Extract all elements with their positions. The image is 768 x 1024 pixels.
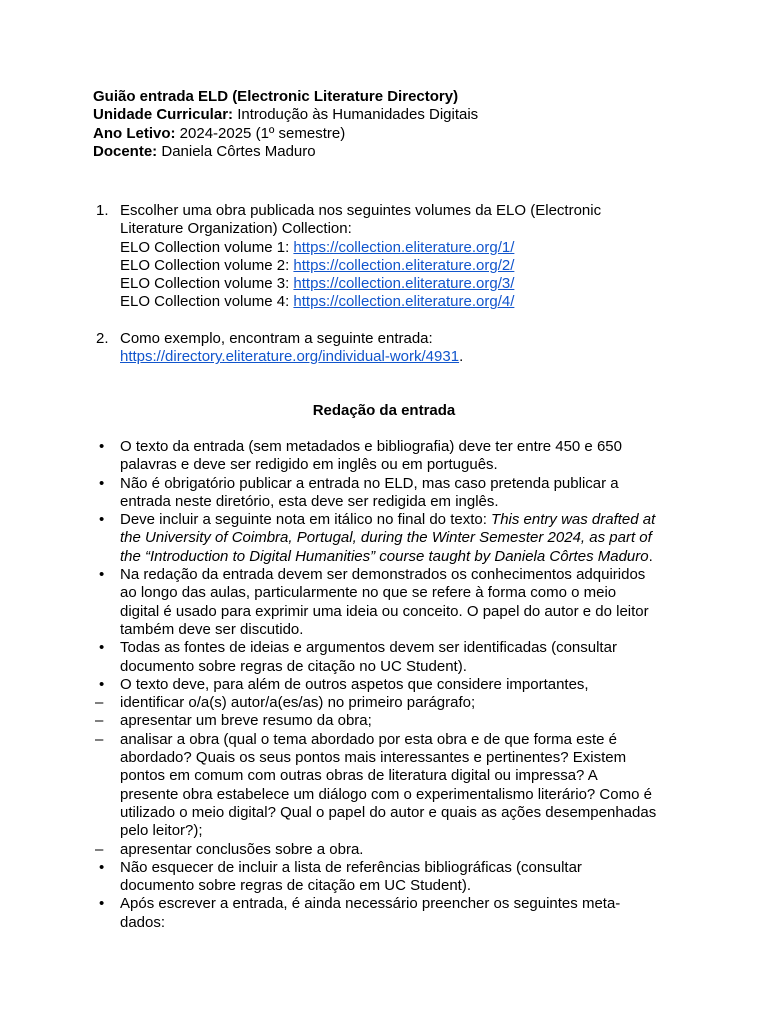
bullet-marker: •: [99, 858, 105, 876]
year-value: 2024-2025 (1º semestre): [175, 124, 346, 142]
item-text: abordado? Quais os seus pontos mais interessantes e pertinentes? Existem: [120, 749, 627, 767]
item-text: analisar a obra (qual o tema abordado por esta obra e de que forma este é: [120, 730, 617, 748]
volume-line: [120, 257, 693, 275]
list-item: [93, 330, 693, 367]
item-text: apresentar um breve resumo da obra;: [120, 712, 372, 730]
item-text: [120, 511, 683, 529]
volume-line: [120, 293, 693, 311]
volume-link[interactable]: https://collection.eliterature.org/2/: [293, 256, 515, 274]
item-text: presente obra estabelece um diálogo com o experimentalismo literário? Como é: [120, 785, 652, 803]
item-text: O texto deve, para além de outros aspetos que considere importantes,: [120, 675, 589, 693]
list-number: 2.: [96, 329, 109, 347]
volume-label: ELO Collection volume 2:: [120, 256, 294, 274]
step-text: Literature Organization) Collection:: [120, 220, 352, 238]
list-item: [93, 511, 683, 566]
dash-marker: –: [95, 712, 104, 730]
punctuation: .: [648, 547, 653, 565]
item-text: apresentar conclusões sobre a obra.: [120, 840, 364, 858]
teacher-line: [93, 143, 693, 161]
punctuation: .: [459, 348, 464, 366]
bullet-marker: •: [99, 511, 105, 529]
item-text: Não é obrigatório publicar a entrada no ELD, mas caso pretenda publicar a: [120, 474, 619, 492]
italic-note: This entry was drafted at: [491, 511, 656, 529]
list-item: [93, 475, 683, 512]
item-text: Não esquecer de incluir a lista de referências bibliográficas (consultar: [120, 858, 582, 876]
bullet-marker: •: [99, 474, 105, 492]
dash-marker: –: [95, 730, 104, 748]
list-item: [93, 566, 683, 639]
item-text: [120, 548, 683, 566]
volume-link[interactable]: https://collection.eliterature.org/3/: [293, 275, 515, 293]
bullet-marker: •: [99, 895, 105, 913]
numbered-list: [93, 202, 693, 366]
document-header: [93, 88, 693, 161]
bullet-marker: •: [99, 566, 105, 584]
list-item: [93, 202, 693, 312]
item-text: documento sobre regras de citação no UC Student).: [120, 657, 467, 675]
item-text: dados:: [120, 913, 166, 931]
item-text: identificar o/a(s) autor/a(es/as) no primeiro parágrafo;: [120, 694, 476, 712]
item-text: Todas as fontes de ideias e argumentos devem ser identificadas (consultar: [120, 639, 617, 657]
volume-line: [120, 275, 693, 293]
document-title: Guião entrada ELD (Electronic Literature Directory): [93, 88, 459, 105]
sub-item: [93, 694, 683, 712]
step-text: Escolher uma obra publicada nos seguintes volumes da ELO (Electronic: [120, 202, 602, 219]
volume-label: ELO Collection volume 1:: [120, 238, 294, 256]
sub-item: [93, 841, 683, 859]
list-item: [93, 438, 683, 475]
list-item: [93, 859, 683, 896]
bullet-marker: •: [99, 639, 105, 657]
bullet-marker: •: [99, 675, 105, 693]
item-text: ao longo das aulas, particularmente no que se refere à forma como o meio: [120, 584, 617, 602]
sub-item: [93, 712, 683, 730]
bullet-marker: •: [99, 438, 105, 455]
step-text: Como exemplo, encontram a seguinte entrada:: [120, 329, 433, 347]
italic-note: the University of Coimbra, Portugal, during the Winter Semester 2024, as part of: [120, 529, 652, 547]
list-number: 1.: [96, 202, 109, 219]
item-text: palavras e deve ser redigido em inglês ou em português.: [120, 456, 498, 474]
item-text: pelo leitor?);: [120, 822, 203, 840]
volume-line: [120, 239, 693, 257]
year-label: Ano Letivo:: [93, 124, 176, 142]
italic-note: the “Introduction to Digital Humanities” course taught by Daniela Côrtes Maduro: [120, 547, 649, 565]
dash-marker: –: [95, 840, 104, 858]
plain-text: Deve incluir a seguinte nota em itálico no final do texto:: [120, 511, 492, 529]
teacher-label: Docente:: [93, 142, 158, 160]
example-line: [120, 348, 693, 366]
unit-value: Introdução às Humanidades Digitais: [233, 106, 479, 124]
volume-label: ELO Collection volume 3:: [120, 275, 294, 293]
unit-line: [93, 106, 693, 124]
dash-marker: –: [95, 694, 104, 712]
item-text: entrada neste diretório, esta deve ser redigida em inglês.: [120, 492, 499, 510]
teacher-value: Daniela Côrtes Maduro: [157, 142, 316, 160]
list-item: [93, 895, 683, 932]
item-text: Após escrever a entrada, é ainda necessário preencher os seguintes meta-: [120, 895, 621, 913]
item-text: utilizado o meio digital? Qual o papel do autor e quais as ações desempenhadas: [120, 803, 657, 821]
unit-label: Unidade Curricular:: [93, 106, 234, 124]
item-text: pontos em comum com outras obras de literatura digital ou impressa? A: [120, 767, 598, 785]
list-item: [93, 639, 683, 676]
section-title: Redação da entrada: [312, 402, 456, 419]
example-link[interactable]: https://directory.eliterature.org/individual-work/4931: [120, 348, 460, 366]
item-text: Na redação da entrada devem ser demonstrados os conhecimentos adquiridos: [120, 566, 646, 584]
item-text: [120, 529, 683, 547]
item-text: digital é usado para exprimir uma ideia ou conceito. O papel do autor e do leitor: [120, 602, 649, 620]
item-text: documento sobre regras de citação em UC Student).: [120, 877, 472, 895]
bullet-list: [93, 438, 683, 932]
volume-link[interactable]: https://collection.eliterature.org/1/: [293, 238, 515, 256]
volume-link[interactable]: https://collection.eliterature.org/4/: [293, 293, 515, 311]
item-text: O texto da entrada (sem metadados e bibliografia) deve ter entre 450 e 650: [120, 438, 622, 455]
volume-label: ELO Collection volume 4:: [120, 293, 294, 311]
sub-item: [93, 731, 683, 841]
list-item: [93, 676, 683, 694]
item-text: também deve ser discutido.: [120, 620, 304, 638]
year-line: [93, 125, 693, 143]
